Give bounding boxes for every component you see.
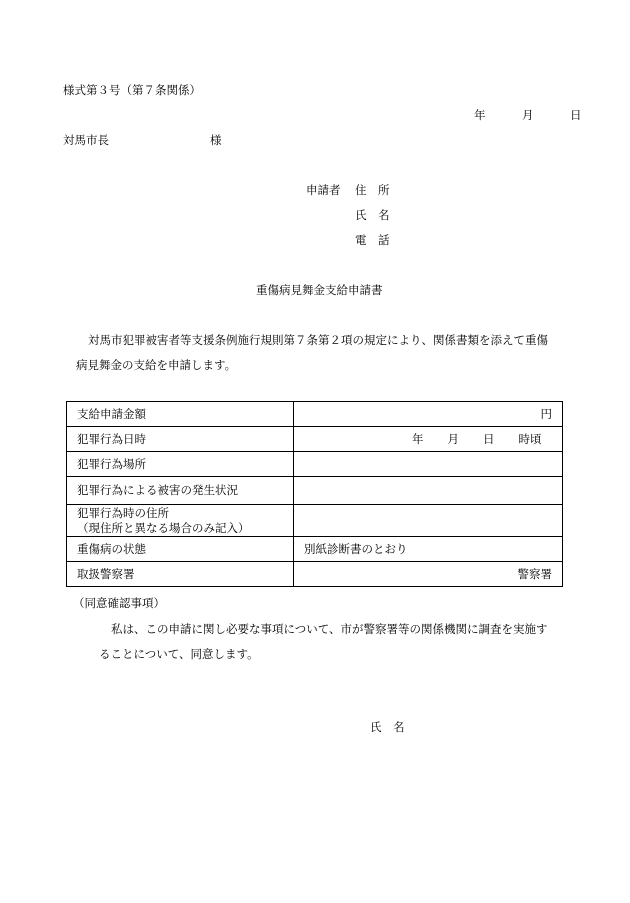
- date-month: 月: [522, 108, 534, 122]
- body-line-2: 病見舞金の支給を申請します。: [76, 358, 237, 372]
- address-field[interactable]: [294, 505, 563, 537]
- applicant-name-label: 氏 名: [355, 208, 390, 222]
- table-row: [67, 505, 563, 537]
- table-row: [67, 537, 563, 562]
- injury-field[interactable]: 別紙診断書のとおり: [294, 537, 563, 562]
- row-label-police: 取扱警察署: [67, 562, 294, 587]
- damage-field[interactable]: [294, 477, 563, 505]
- applicant-role-label: 申請者: [306, 183, 341, 197]
- addressee-honorific: 様: [210, 133, 222, 147]
- police-suffix: 警察署: [517, 566, 552, 581]
- body-line-1: 対馬市犯罪被害者等支援条例施行規則第７条第２項の規定により、関係書類を添えて重傷: [88, 333, 548, 347]
- datetime-month: 月: [447, 431, 459, 446]
- consent-heading: （同意確認事項）: [73, 596, 165, 610]
- datetime-time: 時頃: [518, 431, 542, 446]
- row-label-address: [67, 505, 294, 537]
- table-row: [67, 562, 563, 587]
- table-row: [67, 477, 563, 505]
- date-day: 日: [570, 108, 582, 122]
- applicant-phone-label: 電 話: [355, 233, 390, 247]
- police-field[interactable]: [294, 562, 563, 587]
- datetime-day: 日: [483, 431, 495, 446]
- application-table: [66, 401, 563, 587]
- consent-line-1: 私は、この申請に関し必要な事項について、市が警察署等の関係機関に調査を実施す: [111, 622, 548, 636]
- row-label-place: 犯罪行為場所: [67, 452, 294, 477]
- applicant-address-label: 住 所: [355, 183, 390, 197]
- row-label-injury: 重傷病の状態: [67, 537, 294, 562]
- table-row: [67, 427, 563, 452]
- addressee: 対馬市長: [63, 133, 109, 147]
- place-field[interactable]: [294, 452, 563, 477]
- form-number: 様式第３号（第７条関係）: [63, 83, 201, 97]
- row-label-address-line2: （現住所と異なる場合のみ記入）: [77, 520, 250, 535]
- consent-line-2: ることについて、同意します。: [99, 647, 259, 661]
- row-label-address-line1: 犯罪行為時の住所: [77, 506, 169, 521]
- amount-unit: 円: [540, 406, 552, 421]
- date-year: 年: [474, 108, 486, 122]
- row-label-amount: 支給申請金額: [67, 402, 294, 427]
- amount-field[interactable]: [294, 402, 563, 427]
- datetime-year: 年: [412, 431, 424, 446]
- row-label-datetime: 犯罪行為日時: [67, 427, 294, 452]
- row-label-damage: 犯罪行為による被害の発生状況: [67, 477, 294, 505]
- datetime-field[interactable]: [294, 427, 563, 452]
- consent-name-label: 氏 名: [370, 720, 405, 734]
- table-row: [67, 452, 563, 477]
- document-title: 重傷病見舞金支給申請書: [256, 283, 383, 297]
- table-row: [67, 402, 563, 427]
